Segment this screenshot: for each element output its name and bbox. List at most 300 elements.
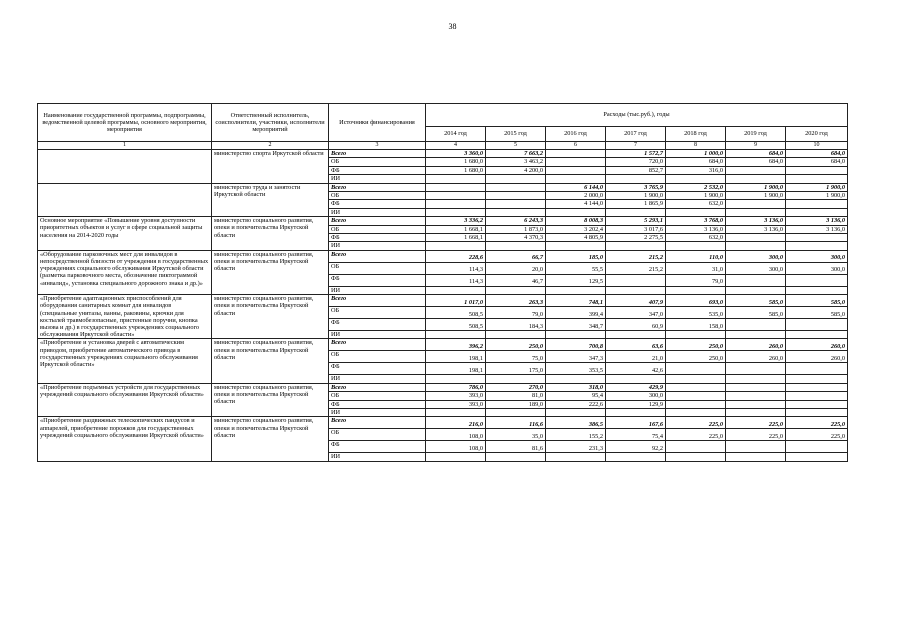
expense-value: 1 572,7 (606, 150, 666, 158)
expense-value: 60,9 (606, 319, 666, 331)
expense-value: 407,9 (606, 295, 666, 307)
expense-value (426, 175, 486, 183)
expense-value: 1 873,0 (486, 225, 546, 233)
expense-value: 63,6 (606, 339, 666, 351)
expense-value (786, 392, 848, 400)
funding-source: ОБ (329, 392, 426, 400)
expense-value: 347,3 (546, 351, 606, 363)
expense-value: 396,2 (426, 339, 486, 351)
expense-value: 585,0 (786, 307, 848, 319)
expense-value: 1 865,9 (606, 200, 666, 208)
funding-source: ИИ (329, 175, 426, 183)
expense-value: 852,7 (606, 166, 666, 174)
expense-value: 508,5 (426, 307, 486, 319)
expense-value: 263,3 (486, 295, 546, 307)
expense-value: 300,0 (726, 262, 786, 274)
expense-value: 6 144,0 (546, 183, 606, 191)
funding-source: ИИ (329, 286, 426, 294)
expense-value (606, 331, 666, 339)
expense-value (726, 242, 786, 250)
column-number: 1 (38, 142, 212, 150)
expense-value: 353,5 (546, 363, 606, 375)
expense-value: 4 200,0 (486, 166, 546, 174)
expense-value: 1 017,0 (426, 295, 486, 307)
expense-value (726, 400, 786, 408)
table-row (38, 295, 848, 307)
measure-name: «Приобретение подъемных устройств для государственных учреждений социального обслуживания Иркутской области» (38, 383, 212, 417)
expense-value: 116,6 (486, 417, 546, 429)
funding-source: ОБ (329, 262, 426, 274)
expense-value: 260,0 (786, 339, 848, 351)
funding-source: ОБ (329, 307, 426, 319)
expense-value (426, 375, 486, 383)
expense-value: 3 136,0 (726, 225, 786, 233)
expense-value: 748,1 (546, 295, 606, 307)
expense-value: 92,2 (606, 441, 666, 453)
expense-value (486, 375, 546, 383)
expense-value: 684,0 (786, 150, 848, 158)
expense-value (786, 233, 848, 241)
expense-value (486, 242, 546, 250)
expense-value: 20,0 (486, 262, 546, 274)
expense-value (666, 242, 726, 250)
expense-value: 399,4 (546, 307, 606, 319)
table-row (38, 217, 848, 225)
expense-value (786, 453, 848, 461)
expense-value: 225,0 (666, 417, 726, 429)
expense-value (726, 233, 786, 241)
expense-value (426, 200, 486, 208)
column-number: 9 (726, 142, 786, 150)
expense-value (666, 392, 726, 400)
expense-value (726, 409, 786, 417)
expense-value: 1 668,1 (426, 233, 486, 241)
expense-value (606, 375, 666, 383)
expense-value (546, 286, 606, 294)
expense-value: 215,2 (606, 262, 666, 274)
expense-value (546, 208, 606, 216)
expense-value (606, 409, 666, 417)
expense-value: 684,0 (726, 150, 786, 158)
expense-value: 585,0 (726, 295, 786, 307)
expense-value: 129,5 (546, 274, 606, 286)
expense-value: 5 293,1 (606, 217, 666, 225)
expense-value (726, 166, 786, 174)
expense-value: 216,0 (426, 417, 486, 429)
expense-value: 393,0 (426, 392, 486, 400)
funding-source: ОБ (329, 158, 426, 166)
funding-source: ИИ (329, 409, 426, 417)
column-number-row (38, 142, 848, 150)
expense-value (666, 441, 726, 453)
expense-value (786, 208, 848, 216)
expense-value (486, 175, 546, 183)
executor-name: министерство социального развития, опеки и попечительства Иркутской области (212, 417, 329, 461)
table-body (38, 150, 848, 462)
column-number: 6 (546, 142, 606, 150)
expense-value: 300,0 (786, 262, 848, 274)
expense-value: 35,0 (486, 429, 546, 441)
expense-value: 3 765,9 (606, 183, 666, 191)
expense-value (786, 441, 848, 453)
funding-source: Всего (329, 339, 426, 351)
funding-source: ФБ (329, 400, 426, 408)
expense-value (726, 383, 786, 391)
expense-value (786, 319, 848, 331)
expense-value (546, 331, 606, 339)
expense-value: 786,0 (426, 383, 486, 391)
expense-value: 3 136,0 (726, 217, 786, 225)
expense-value: 225,0 (786, 417, 848, 429)
expense-value: 3 136,0 (786, 225, 848, 233)
expense-value: 189,0 (486, 400, 546, 408)
expense-value: 1 680,0 (426, 158, 486, 166)
measure-name: «Оборудование парковочных мест для инвалидов в непосредственной близости от учреждения в государственных учреждениях социального обслуживания Иркутской области (разметка парковочного места, обозначение пиктограммой «инвалид», установка специального дорожного знака и др.)» (38, 250, 212, 294)
expense-value: 508,5 (426, 319, 486, 331)
expense-value: 585,0 (786, 295, 848, 307)
expense-value (786, 166, 848, 174)
expense-value (426, 453, 486, 461)
expense-value: 215,2 (606, 250, 666, 262)
expense-value (726, 453, 786, 461)
expense-value (486, 208, 546, 216)
expense-value: 1 900,0 (786, 183, 848, 191)
expense-value: 684,0 (726, 158, 786, 166)
budget-table (37, 103, 848, 462)
expense-value: 46,7 (486, 274, 546, 286)
expense-value: 585,0 (726, 307, 786, 319)
expense-value: 81,6 (486, 441, 546, 453)
expense-value (786, 409, 848, 417)
expense-value (726, 175, 786, 183)
expense-value (606, 208, 666, 216)
executor-name: министерство социального развития, опеки и попечительства Иркутской области (212, 339, 329, 383)
year-header: 2016 год (546, 127, 606, 142)
expense-value: 2 000,0 (546, 191, 606, 199)
expense-value (486, 200, 546, 208)
funding-source: ОБ (329, 225, 426, 233)
expense-value (726, 200, 786, 208)
measure-name: Основное мероприятие «Повышение уровня доступности приоритетных объектов и услуг в сфере социальной защиты населения на 2014-2020 годы (38, 217, 212, 251)
expense-value (726, 274, 786, 286)
expense-value (786, 242, 848, 250)
expense-value: 250,0 (666, 339, 726, 351)
expense-value: 158,0 (666, 319, 726, 331)
header-program-name: Наименование государственной программы, подпрограммы, ведомственной целевой программы, основного мероприятия, мероприятия (38, 104, 212, 142)
expense-value (606, 453, 666, 461)
expense-value (546, 242, 606, 250)
expense-value (786, 331, 848, 339)
expense-value (666, 208, 726, 216)
expense-value (426, 208, 486, 216)
expense-value: 3 360,0 (426, 150, 486, 158)
expense-value (726, 319, 786, 331)
column-number: 2 (212, 142, 329, 150)
expense-value (486, 331, 546, 339)
expense-value (606, 274, 666, 286)
measure-name: «Приобретение адаптационных приспособлений для оборудования санитарных комнат для инвалидов (специальные унитазы, ванны, раковины, крючки для костылей травмобезопасные, пристенные поручни, кнопка вызова и др.) в государственных учреждениях социального обслуживания Иркутской области» (38, 295, 212, 339)
expense-value: 348,7 (546, 319, 606, 331)
expense-value (666, 400, 726, 408)
expense-value: 55,5 (546, 262, 606, 274)
expense-value: 21,0 (606, 351, 666, 363)
expense-value (486, 453, 546, 461)
expense-value: 129,9 (606, 400, 666, 408)
column-number: 3 (329, 142, 426, 150)
expense-value: 3 136,0 (666, 225, 726, 233)
expense-value: 300,0 (786, 250, 848, 262)
expense-value: 1 900,0 (606, 191, 666, 199)
expense-value (546, 166, 606, 174)
executor-name: министерство спорта Иркутской области (212, 150, 329, 184)
expense-value (426, 286, 486, 294)
expense-value: 1 900,0 (726, 191, 786, 199)
expense-value: 42,6 (606, 363, 666, 375)
expense-value: 300,0 (726, 250, 786, 262)
funding-source: ФБ (329, 363, 426, 375)
expense-value: 108,0 (426, 441, 486, 453)
funding-source: Всего (329, 217, 426, 225)
expense-value (666, 383, 726, 391)
expense-value: 79,0 (666, 274, 726, 286)
expense-value (786, 274, 848, 286)
measure-name: «Приобретение и установка дверей с автоматическим приводом, приобретение автоматического привода в государственных учреждениях социального обслуживания Иркутской области» (38, 339, 212, 383)
expense-value: 1 000,0 (666, 150, 726, 158)
expense-value: 632,0 (666, 233, 726, 241)
page-number: 38 (448, 22, 457, 31)
table-row (38, 383, 848, 391)
expense-value: 225,0 (726, 429, 786, 441)
expense-value (726, 286, 786, 294)
funding-source: ИИ (329, 242, 426, 250)
column-number: 5 (486, 142, 546, 150)
expense-value: 720,0 (606, 158, 666, 166)
expense-value (726, 375, 786, 383)
expense-value (786, 375, 848, 383)
expense-value (786, 383, 848, 391)
expense-value: 4 144,0 (546, 200, 606, 208)
funding-source: Всего (329, 150, 426, 158)
expense-value: 114,3 (426, 262, 486, 274)
funding-source: Всего (329, 183, 426, 191)
expense-value: 260,0 (726, 339, 786, 351)
expense-value (606, 175, 666, 183)
expense-value: 225,0 (666, 429, 726, 441)
expense-value: 225,0 (786, 429, 848, 441)
expense-value: 75,0 (486, 351, 546, 363)
header-executor: Ответственный исполнитель, соисполнители, участники, исполнители мероприятий (212, 104, 329, 142)
year-header: 2020 год (786, 127, 848, 142)
funding-source: ИИ (329, 331, 426, 339)
expense-value: 3 768,0 (666, 217, 726, 225)
expense-value (546, 158, 606, 166)
funding-source: ИИ (329, 375, 426, 383)
expense-value: 347,0 (606, 307, 666, 319)
year-header: 2014 год (426, 127, 486, 142)
funding-source: ФБ (329, 319, 426, 331)
funding-source: Всего (329, 417, 426, 429)
expense-value: 535,0 (666, 307, 726, 319)
expense-value: 110,0 (666, 250, 726, 262)
expense-value: 81,0 (486, 392, 546, 400)
expense-value (786, 200, 848, 208)
expense-value (606, 242, 666, 250)
table-row (38, 250, 848, 262)
funding-source: ФБ (329, 441, 426, 453)
expense-value: 7 663,2 (486, 150, 546, 158)
funding-source: ОБ (329, 429, 426, 441)
expense-value: 1 900,0 (786, 191, 848, 199)
column-number: 10 (786, 142, 848, 150)
expense-value: 3 136,0 (786, 217, 848, 225)
expense-value (546, 375, 606, 383)
expense-value: 300,0 (606, 392, 666, 400)
expense-value: 1 668,1 (426, 225, 486, 233)
expense-value: 225,0 (726, 417, 786, 429)
executor-name: министерство социального развития, опеки и попечительства Иркутской области (212, 383, 329, 417)
expense-value (726, 331, 786, 339)
funding-source: Всего (329, 295, 426, 307)
expense-value: 429,9 (606, 383, 666, 391)
column-number: 8 (666, 142, 726, 150)
expense-value (786, 363, 848, 375)
expense-value: 316,0 (666, 166, 726, 174)
expense-value: 700,8 (546, 339, 606, 351)
expense-value: 2 275,5 (606, 233, 666, 241)
header-expenses: Расходы (тыс.руб.), годы (426, 104, 848, 127)
expense-value (786, 175, 848, 183)
funding-source: ФБ (329, 200, 426, 208)
expense-value: 66,7 (486, 250, 546, 262)
year-header: 2017 год (606, 127, 666, 142)
expense-value (786, 286, 848, 294)
expense-value (726, 363, 786, 375)
expense-value: 4 805,9 (546, 233, 606, 241)
expense-value (666, 375, 726, 383)
funding-source: ИИ (329, 208, 426, 216)
funding-source: ИИ (329, 453, 426, 461)
expense-value (486, 183, 546, 191)
funding-source: ОБ (329, 351, 426, 363)
year-header: 2019 год (726, 127, 786, 142)
expense-value: 393,0 (426, 400, 486, 408)
expense-value: 1 900,0 (726, 183, 786, 191)
expense-value: 684,0 (786, 158, 848, 166)
expense-value: 167,6 (606, 417, 666, 429)
expense-value (426, 331, 486, 339)
expense-value: 184,3 (486, 319, 546, 331)
expense-value (426, 242, 486, 250)
expense-value (666, 331, 726, 339)
column-number: 4 (426, 142, 486, 150)
measure-name (38, 183, 212, 217)
expense-value (606, 286, 666, 294)
expense-value: 2 532,0 (666, 183, 726, 191)
executor-name: министерство труда и занятости Иркутской области (212, 183, 329, 217)
expense-value (726, 441, 786, 453)
expense-value (486, 409, 546, 417)
expense-value: 198,1 (426, 363, 486, 375)
executor-name: министерство социального развития, опеки и попечительства Иркутской области (212, 217, 329, 251)
expense-value: 386,5 (546, 417, 606, 429)
funding-source: ФБ (329, 233, 426, 241)
expense-value: 95,4 (546, 392, 606, 400)
executor-name: министерство социального развития, опеки и попечительства Иркутской области (212, 250, 329, 294)
table-row (38, 339, 848, 351)
header-funding-source: Источники финансирования (329, 104, 426, 142)
expense-value: 270,0 (486, 383, 546, 391)
expense-value: 175,0 (486, 363, 546, 375)
expense-value: 185,0 (546, 250, 606, 262)
expense-value (726, 392, 786, 400)
measure-name (38, 150, 212, 184)
column-number: 7 (606, 142, 666, 150)
expense-value: 75,4 (606, 429, 666, 441)
expense-value: 6 243,3 (486, 217, 546, 225)
expense-value (666, 175, 726, 183)
expense-value (786, 400, 848, 408)
table-row (38, 183, 848, 191)
expense-value: 3 463,2 (486, 158, 546, 166)
expense-value: 31,0 (666, 262, 726, 274)
expense-value: 228,6 (426, 250, 486, 262)
expense-value: 1 680,0 (426, 166, 486, 174)
expense-value: 231,3 (546, 441, 606, 453)
expense-value (546, 409, 606, 417)
expense-value (546, 150, 606, 158)
expense-value (426, 183, 486, 191)
funding-source: Всего (329, 250, 426, 262)
expense-value: 693,0 (666, 295, 726, 307)
table-row (38, 417, 848, 429)
expense-value (726, 208, 786, 216)
funding-source: ФБ (329, 166, 426, 174)
expense-value: 114,3 (426, 274, 486, 286)
expense-value: 260,0 (786, 351, 848, 363)
expense-value (666, 363, 726, 375)
expense-value (486, 191, 546, 199)
expense-value: 3 202,4 (546, 225, 606, 233)
expense-value (546, 453, 606, 461)
expense-value (426, 409, 486, 417)
year-header: 2015 год (486, 127, 546, 142)
expense-value (666, 409, 726, 417)
expense-value: 632,0 (666, 200, 726, 208)
expense-value: 4 370,3 (486, 233, 546, 241)
funding-source: Всего (329, 383, 426, 391)
expense-value: 79,0 (486, 307, 546, 319)
expense-value (546, 175, 606, 183)
expense-value: 8 008,3 (546, 217, 606, 225)
expense-value: 260,0 (726, 351, 786, 363)
expense-value: 155,2 (546, 429, 606, 441)
executor-name: министерство социального развития, опеки и попечительства Иркутской области (212, 295, 329, 339)
expense-value: 3 336,2 (426, 217, 486, 225)
funding-source: ФБ (329, 274, 426, 286)
expense-value: 108,0 (426, 429, 486, 441)
funding-source: ОБ (329, 191, 426, 199)
expense-value: 198,1 (426, 351, 486, 363)
table-row (38, 150, 848, 158)
year-header: 2018 год (666, 127, 726, 142)
expense-value (666, 453, 726, 461)
measure-name: «Приобретение раздвижных телескопических пандусов и аппарелей, приобретение порожков для государственных учреждений социального обслуживания Иркутской области» (38, 417, 212, 461)
expense-value: 250,0 (486, 339, 546, 351)
expense-value: 684,0 (666, 158, 726, 166)
expense-value: 222,6 (546, 400, 606, 408)
expense-value: 1 900,0 (666, 191, 726, 199)
expense-value (426, 191, 486, 199)
